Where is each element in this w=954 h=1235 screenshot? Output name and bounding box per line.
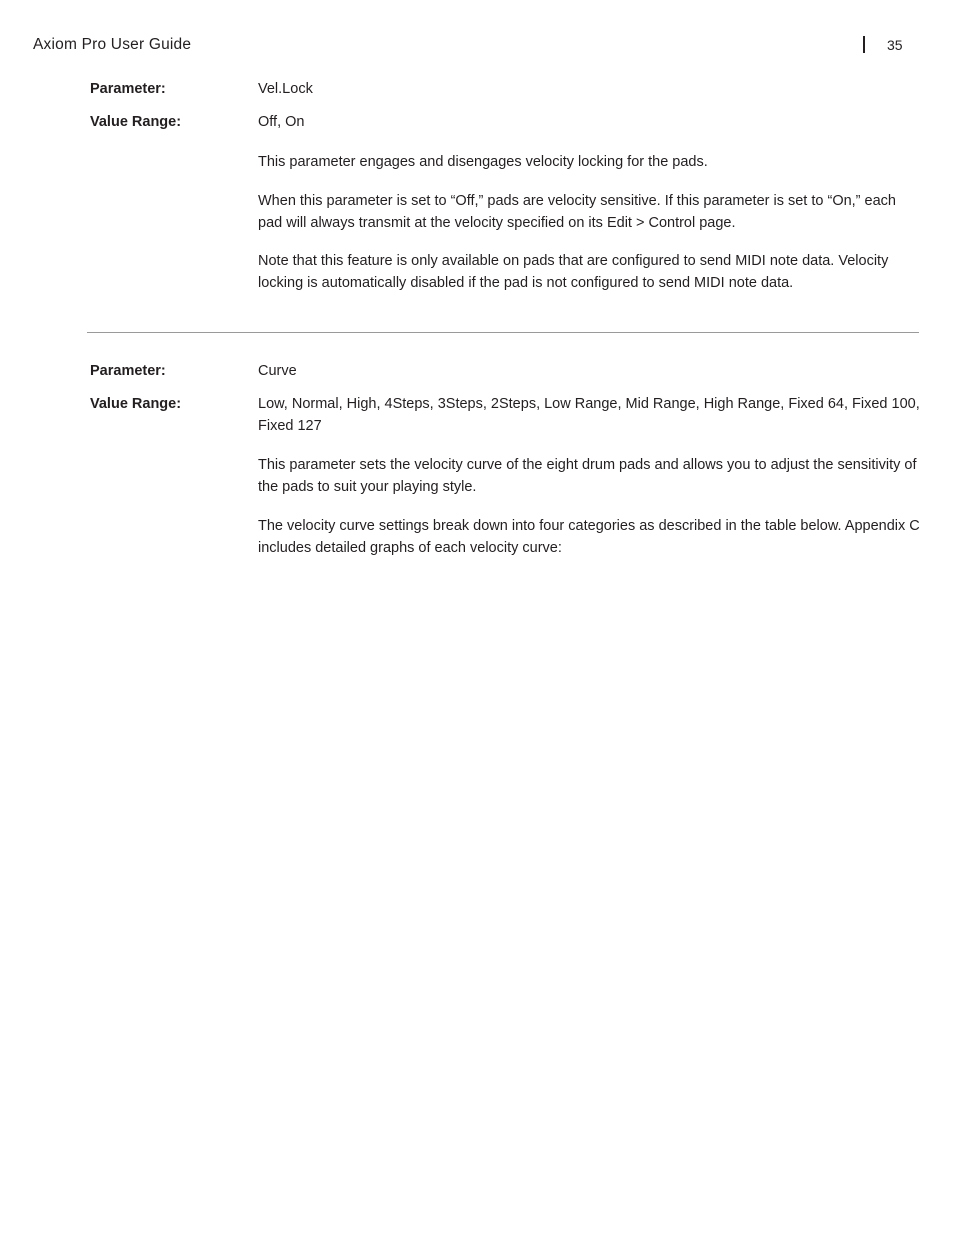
header-vertical-rule (863, 36, 865, 53)
value-range-label: Value Range: (90, 396, 182, 412)
value-range-label: Value Range: (90, 114, 182, 130)
description-paragraph: This parameter sets the velocity curve of the eight drum pads and allows you to adjust the sensitivity of the pads to suit your playing style. (258, 457, 917, 495)
parameter-label: Parameter: (90, 363, 166, 379)
description-paragraph: Note that this feature is only available on pads that are configured to send MIDI note data. Velocity locking is automatically disabled if the pad is not configured to send MIDI note data. (258, 253, 889, 291)
page-number: 35 (887, 37, 903, 53)
description-paragraph: This parameter engages and disengages velocity locking for the pads. (258, 154, 708, 170)
section-divider (87, 332, 919, 333)
parameter-label: Parameter: (90, 81, 166, 97)
description-paragraph: The velocity curve settings break down into four categories as described in the table below. Appendix C includes detailed graphs of each velocity curve: (258, 518, 920, 556)
value-range-value: Off, On (258, 114, 305, 130)
parameter-value: Curve (258, 363, 297, 379)
parameter-value: Vel.Lock (258, 81, 313, 97)
document-title: Axiom Pro User Guide (33, 36, 192, 53)
description-paragraph: When this parameter is set to “Off,” pads are velocity sensitive. If this parameter is set to “On,” each pad will always transmit at the velocity specified on its Edit > Control page. (258, 193, 896, 231)
value-range-value: Low, Normal, High, 4Steps, 3Steps, 2Steps, Low Range, Mid Range, High Range, Fixed 64, Fixed 100, Fixed 127 (258, 396, 920, 434)
